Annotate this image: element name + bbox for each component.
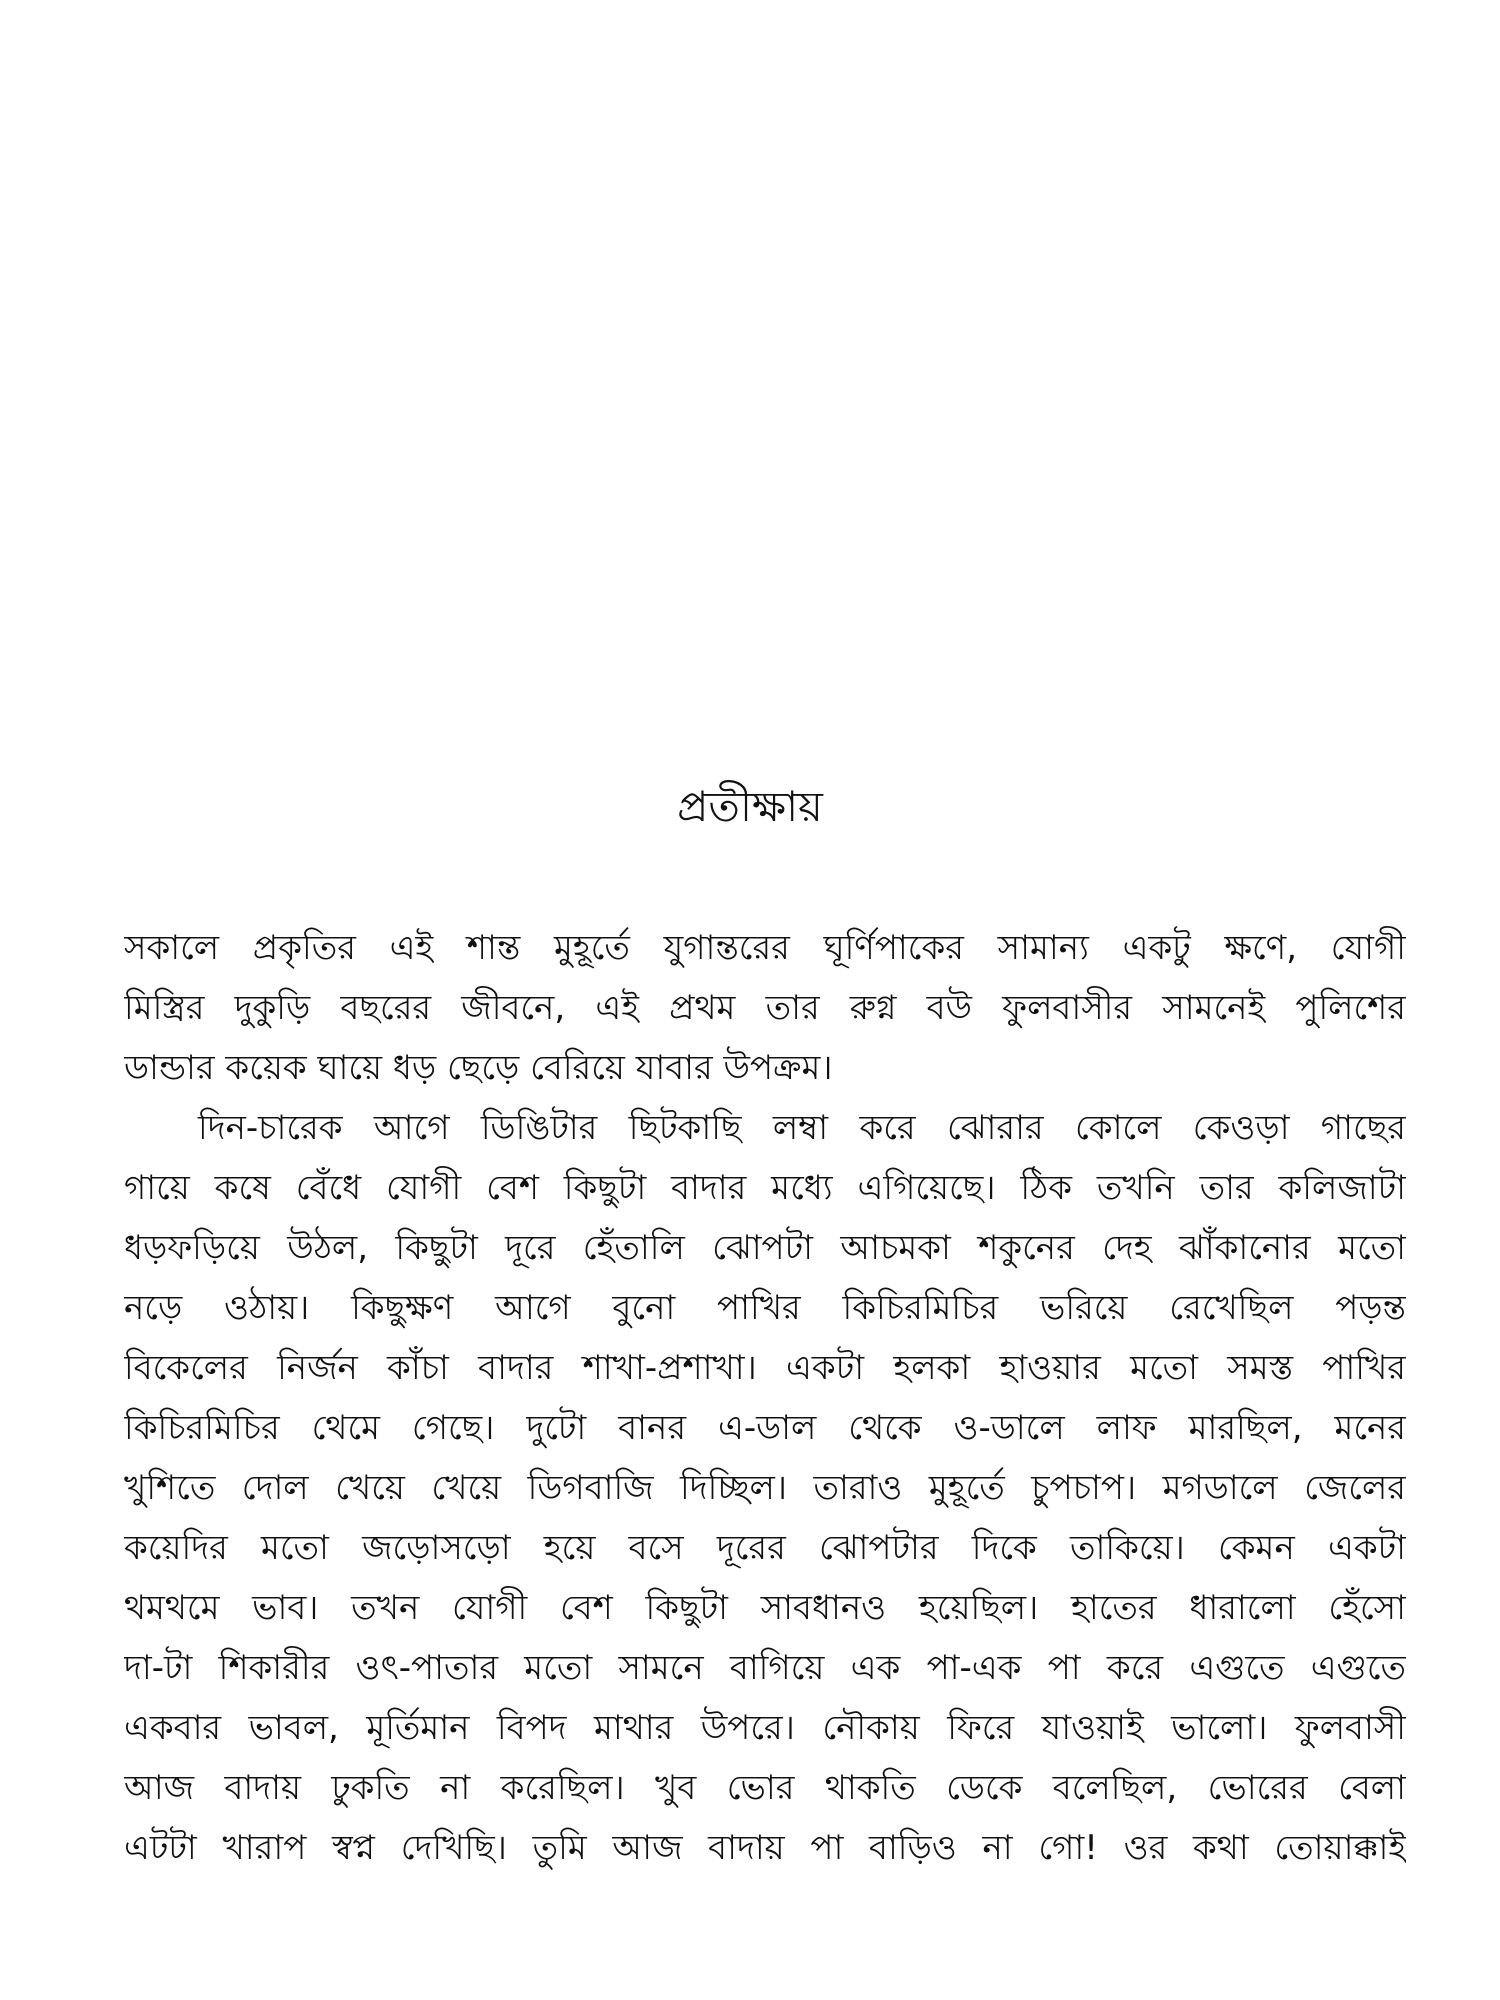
text-line: দিন-চারেক আগে ডিঙিটার ছিটকাছি লম্বা করে ঝোরার কোলে কেওড়া গাছের — [198, 1108, 1406, 1148]
text-line: নড়ে ওঠায়। কিছুক্ষণ আগে বুনো পাখির কিচিরমিচির ভরিয়ে রেখেছিল পড়ন্ত — [124, 1288, 1406, 1328]
text-line: ধড়ফড়িয়ে উঠল, কিছুটা দূরে হেঁতালি ঝোপটা আচমকা শকুনের দেহ ঝাঁকানোর মতো — [124, 1228, 1406, 1268]
body-text — [124, 918, 1406, 1878]
text-line: একবার ভাবল, মূর্তিমান বিপদ মাথার উপরে। নৌকায় ফিরে যাওয়াই ভালো। ফুলবাসী — [124, 1708, 1406, 1748]
text-line: থমথমে ভাব। তখন যোগী বেশ কিছুটা সাবধানও হয়েছিল। হাতের ধারালো হেঁসো — [124, 1588, 1406, 1628]
text-line: দা-টা শিকারীর ওৎ-পাতার মতো সামনে বাগিয়ে এক পা-এক পা করে এগুতে এগুতে — [124, 1648, 1406, 1688]
text-line: আজ বাদায় ঢুকতি না করেছিল। খুব ভোর থাকতি ডেকে বলেছিল, ভোরের বেলা — [124, 1768, 1406, 1808]
text-line: কিচিরমিচির থেমে গেছে। দুটো বানর এ-ডাল থেকে ও-ডালে লাফ মারছিল, মনের — [124, 1408, 1406, 1448]
text-line: মিস্ত্রির দুকুড়ি বছরের জীবনে, এই প্রথম তার রুগ্ন বউ ফুলবাসীর সামনেই পুলিশের — [124, 988, 1406, 1028]
text-line: এটটা খারাপ স্বপ্ন দেখিছি। তুমি আজ বাদায় পা বাড়িও না গো! ওর কথা তোয়াক্কাই — [124, 1828, 1406, 1868]
text-line: খুশিতে দোল খেয়ে খেয়ে ডিগবাজি দিচ্ছিল। তারাও মুহূর্তে চুপচাপ। মগডালে জেলের — [124, 1468, 1406, 1508]
chapter-title: প্রতীক্ষায় — [677, 782, 823, 831]
text-line: বিকেলের নির্জন কাঁচা বাদার শাখা-প্রশাখা। একটা হলকা হাওয়ার মতো সমস্ত পাখির — [124, 1348, 1406, 1388]
text-line: গায়ে কষে বেঁধে যোগী বেশ কিছুটা বাদার মধ্যে এগিয়েছে। ঠিক তখনি তার কলিজাটা — [124, 1168, 1406, 1208]
text-line: কয়েদির মতো জড়োসড়ো হয়ে বসে দূরের ঝোপটার দিকে তাকিয়ে। কেমন একটা — [124, 1528, 1406, 1568]
text-line: সকালে প্রকৃতির এই শান্ত মুহূর্তে যুগান্তরের ঘূর্ণিপাকের সামান্য একটু ক্ষণে, যোগী — [124, 928, 1406, 968]
text-line: ডান্ডার কয়েক ঘায়ে ধড় ছেড়ে বেরিয়ে যাবার উপক্রম। — [124, 1048, 833, 1088]
